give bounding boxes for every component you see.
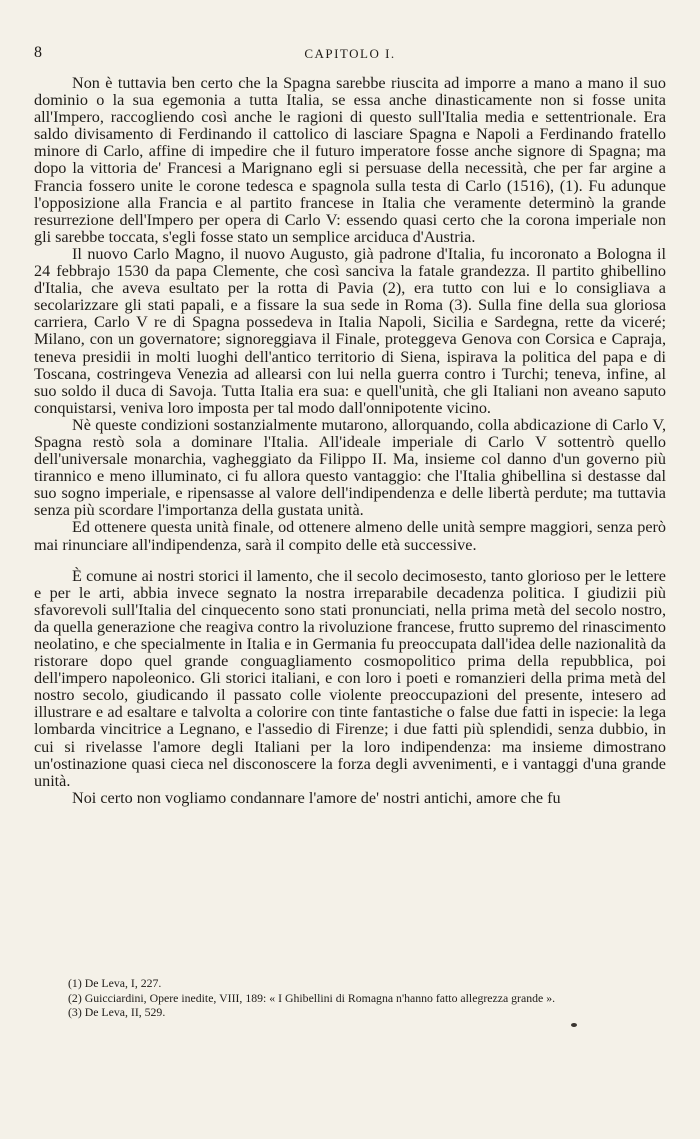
paragraph: Noi certo non vogliamo condannare l'amore de' nostri antichi, amore che fu — [72, 788, 561, 807]
paragraph: Nè queste condizioni sostanzialmente mutarono, allorquando, colla abdicazione di Carlo V, Spagna restò sola a dominare l'Italia. All'ideale imperiale di Carlo V sottentrò quello dell'universale monarchia, vagheggiato da Filippo II. Ma, insieme col danno d'un governo più tirannico e meno illuminato, ci fu allora questo vantaggio: che l'Italia ghibellina si destasse dal suo sogno imperiale, e ripensasse al valore dell'indipendenza e delle libertà perdute; ma tuttavia senza più scordare l'importanza della gustata unità. — [34, 415, 666, 520]
footnote: (3) De Leva, II, 529. — [68, 1005, 166, 1019]
page-header — [34, 44, 666, 66]
page-number: 8 — [34, 44, 42, 61]
paragraph: Il nuovo Carlo Magno, il nuovo Augusto, già padrone d'Italia, fu incoronato a Bologna il 24 febbrajo 1530 da papa Clemente, che così sanciva la fatale grandezza. Il partito ghibellino d'Italia, che aveva esultato per la rotta di Pavia (2), era tutto con lui e lo consigliava a secolarizzare gli stati papali, e a fissare la sua sede in Roma (3). Sulla fine della sua gloriosa carriera, Carlo V re di Spagna possedeva in Italia Napoli, Sicilia e Sardegna, rette da viceré; Milano, con un governatore; signoreggiava il Finale, proteggeva Genova con Corsica e Capraja, teneva presidii in molti luoghi dell'antico territorio di Siena, ispirava la politica del papa e di Toscana, costringeva Venezia ad allearsi con lui nella guerra contro i Turchi; teneva, infine, al suo soldo il duca di Savoja. Tutta Italia era sua: e quell'unità, che gli Italiani non aveano saputo conquistarsi, veniva loro imposta per tal modo dall'onnipotente vicino. — [34, 244, 666, 417]
footnote: (2) Guicciardini, Opere inedite, VIII, 189: « I Ghibellini di Romagna n'hanno fatto allegrezza grande ». — [68, 990, 556, 1005]
main-text — [34, 75, 666, 807]
footnote: (1) De Leva, I, 227. — [68, 976, 162, 990]
paragraph: È comune ai nostri storici il lamento, che il secolo decimosesto, tanto glorioso per le lettere e per le arti, abbia invece segnato la nostra irreparabile decadenza politica. I giudizii più sfavorevoli sull'Italia del cinquecento sono stati pronunciati, nella prima metà del secolo nostro, da quella generazione che reagiva contro la rivoluzione francese, frutto supremo del rinascimento neolatino, e che specialmente in Italia e in Germania fu preoccupata dall'idea delle nazionalità da ristorare dopo quel grande conguagliamento cosmopolitico prima della repubblica, poi dell'impero napoleonico. Gli storici italiani, e con loro i poeti e romanzieri della prima metà del nostro secolo, giudicando il passato colle violente preoccupazioni del presente, intesero ad illustrare e ad esaltare e talvolta a colorire con tinte fantastiche o false due fatti in ispecie: la lega lombarda vincitrice a Legnano, e l'assedio di Firenze; i due fatti più splendidi, senza dubbio, in cui si rivelasse l'amore degli Italiani per la loro indipendenza: ma insieme dimostrano un'ostinazione quasi cieca nel disconoscere la forza degli avvenimenti, e i vantaggi d'una grande unità. — [34, 566, 666, 790]
paragraph: Ed ottenere questa unità finale, od ottenere almeno delle unità sempre maggiori, senza però mai rinunciare all'indipendenza, sarà il compito delle età successive. — [34, 518, 666, 554]
running-title: CAPITOLO I. — [304, 46, 396, 61]
ink-mark — [571, 1023, 577, 1027]
paragraph: Non è tuttavia ben certo che la Spagna sarebbe riuscita ad imporre a mano a mano il suo dominio o la sua egemonia a tutta Italia, se essa anche dinasticamente non si fosse unita all'Impero, raccogliendo così anche le ragioni di questo sull'Italia media e settentrionale. Era saldo divisamento di Ferdinando il cattolico di lasciare Spagna e Napoli a Ferdinando fratello minore di Carlo, affine di impedire che il futuro imperatore fosse anche signore di Spagna; ma dopo la vittoria de' Francesi a Marignano egli si persuase della necessità, che per far argine a Francia fossero unite le corone tedesca e spagnola sulla testa di Carlo (1516), (1). Fu adunque l'opposizione alla Francia e al partito francese in Italia che veramente determinò la grande resurrezione dell'Impero per opera di Carlo V: essendo quasi certo che la corona imperiale non gli sarebbe toccata, s'egli fosse stato un semplice arciduca d'Austria. — [34, 74, 666, 246]
footnotes — [68, 976, 688, 1020]
